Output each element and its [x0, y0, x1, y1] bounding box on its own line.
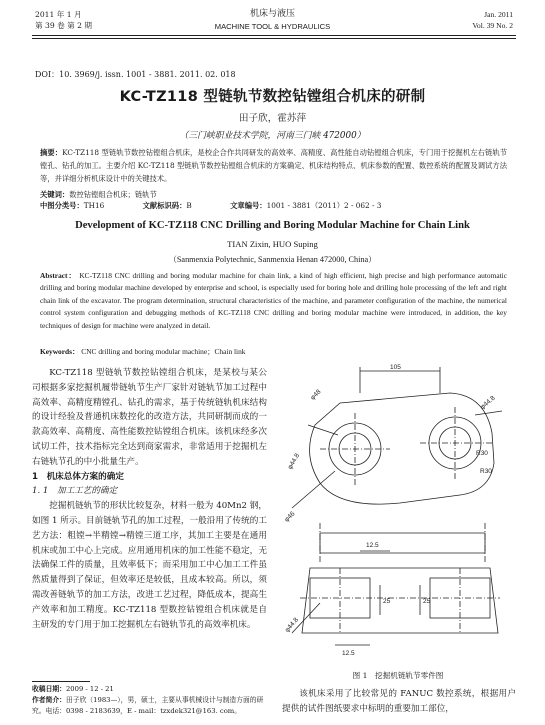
- received-label: 收稿日期：: [32, 685, 66, 693]
- header-journal-en: MACHINE TOOL & HYDRAULICS: [214, 22, 331, 31]
- title-en: Development of KC-TZ118 CNC Drilling and Boring Modular Machine for Chain Link: [75, 220, 470, 231]
- dim-phi44-c: φ44.8: [283, 616, 300, 634]
- clc-label: 中图分类号：: [40, 201, 84, 210]
- dim-105: 105: [390, 364, 401, 371]
- doi: DOI：10. 3969/j. issn. 1001 - 3881. 2011. 02. 018: [35, 70, 236, 79]
- chain-link-drawing: [280, 363, 516, 661]
- dim-25-left: 25: [383, 598, 391, 605]
- article-no-label: 文章编号：: [230, 201, 267, 210]
- dim-phi48: φ48: [309, 388, 323, 402]
- affiliation-en: （Sanmenxia Polytechnic, Sanmenxia Henan 472000, China）: [168, 255, 377, 264]
- section-heading: 1 机床总体方案的确定: [32, 471, 124, 482]
- subsection-heading: 1. 1 加工工艺的确定: [32, 486, 118, 497]
- body-paragraph: 挖掘机链轨节的形状比较复杂，材料一般为 40Mn2 钢，如图 1 所示。目前链轨节孔的加工过程，一般沿用了传统的工艺方法：粗镗→半精镗→精镗三道工序，其加工主要是在通用机床或加工中心上完成。应用通用机床的加工性能不稳定，无法确保工件的质量，且效率低下；而采用加工中心加工工件虽然质量得到了保证，但效率还是较低，且成本较高。所以，须需改善链轨节的加工方法，改进工艺过程，降低成本，提高生产效率和加工精度。KC-TZ118 型数控钻镗组合机床就是自主研发的专门用于加工挖掘机左右链轨节孔的高效率机床。: [32, 501, 267, 630]
- keywords-cn-label: 关键词：: [40, 190, 70, 199]
- keywords-en-text: CNC drilling and boring modular machine；Chain link: [81, 347, 246, 356]
- header-date: 2011 年 1 月: [35, 10, 82, 19]
- body-paragraph: 该机床采用了比较常见的 FANUC 数控系统，根据用户提供的试件图纸要求中标明的重要加工部位，: [282, 689, 516, 714]
- doc-code-value: B: [186, 201, 192, 210]
- dim-12-5-bottom: 12.5: [342, 650, 355, 657]
- dim-r30-a: R30: [476, 450, 488, 457]
- abstract-en-text: KC-TZ118 CNC drilling and boring modular machine for chain link, a kind of high efficient, high precise and high performance automatic drilling and boring modular machine developed by enterprise and school, is especially used for boring hole and drilling hole processing of the left and right chain link of the excavator. The program determination, structural characteristics of the machine, and parameter configuration of the machine, the numerical control system configuration and debugging methods of KC-TZ118 CNC drilling and boring modular machine were introduced, in addition, the key techniques of design for machine were analyzed in detail.: [40, 271, 507, 330]
- keywords-cn-text: 数控钻镗组合机床；链轨节: [69, 190, 157, 199]
- header-volume-en: Vol. 39 No. 2: [472, 21, 513, 30]
- body-left-column: [32, 366, 267, 632]
- header-journal-cn: 机床与液压: [249, 9, 295, 19]
- dim-phi46: φ46: [283, 510, 297, 524]
- abstract-cn-text: KC-TZ118 型链轨节数控钻镗组合机床，是校企合作共同研发的高效率、高精度、高性能自动钻镗组合机床，专门用于挖掘机左右链轨节镗孔、钻孔的加工。主要介绍 KC-TZ118 型链轨节数控钻镗组合机床的方案确定、机床结构特点、机床参数的配置、数控系统的配置及调试方法等，并详细分析机床设计中的关键技术。: [40, 148, 508, 183]
- author-bio-label: 作者简介：: [32, 696, 66, 704]
- footnote-rule: [32, 681, 90, 682]
- classification-row: [40, 201, 507, 211]
- keywords-en-label: Keywords：: [40, 347, 80, 356]
- dim-25-right: 25: [423, 598, 431, 605]
- abstract-cn-label: 摘要：: [40, 148, 63, 157]
- body-right-column: [282, 687, 516, 716]
- header-rule-top: [32, 35, 516, 36]
- abstract-en-label: Abstract：: [40, 271, 77, 280]
- affiliation-cn: （三门峡职业技术学院，河南三门峡 472000）: [179, 131, 366, 141]
- keywords-en: [40, 346, 507, 357]
- dim-12-5-top: 12.5: [366, 542, 379, 549]
- header-issue: 第 39 卷 第 2 期: [35, 21, 92, 30]
- received-date: 2009 - 12 - 21: [65, 685, 114, 693]
- header-rule-bottom: [32, 38, 516, 39]
- dim-r30-b: R30: [480, 468, 492, 475]
- abstract-cn: [40, 146, 507, 185]
- footnote: [32, 684, 272, 717]
- dim-phi44-b: φ44.8: [479, 394, 497, 411]
- clc-value: TH16: [83, 201, 105, 210]
- authors-en: TIAN Zixin, HUO Suping: [227, 239, 318, 249]
- authors-cn: 田子欣，霍苏萍: [238, 113, 307, 124]
- body-paragraph: KC-TZ118 型链轨节数控钻镗组合机床，是某校与某公司根据多家挖掘机履带链轨节生产厂家针对链轨节加工过程中高效率、高精度精镗孔、钻孔的需求，基于传统链轨机床结构的设计经验及普通机床数控化的改造方法，共同研制而成的一款高效率、高精度、高性能数控钻镗组合机床。该机床经多次试切工件，技术指标完全达到商家需求，非常适用于挖掘机左右链轨节孔的中小批量生产。: [32, 368, 267, 467]
- author-bio: 田子欣（1983—），男，硕士，主要从事机械设计与制造方面的研究。电话：0398 - 2183639，E - mail：tzxdek321@163. com。: [32, 696, 264, 715]
- title-cn: KC-TZ118 型链轨节数控钻镗组合机床的研制: [119, 89, 426, 105]
- header-date-en: Jan. 2011: [484, 10, 513, 19]
- doc-code-label: 文献标识码：: [142, 201, 187, 210]
- dim-phi44-a: φ44.8: [286, 452, 302, 471]
- article-no-value: 1001 - 3881（2011）2 - 062 - 3: [266, 201, 382, 210]
- abstract-en: [40, 270, 507, 332]
- keywords-cn: [40, 188, 507, 201]
- figure-caption: 图 1 挖掘机链轨节零件图: [352, 671, 444, 680]
